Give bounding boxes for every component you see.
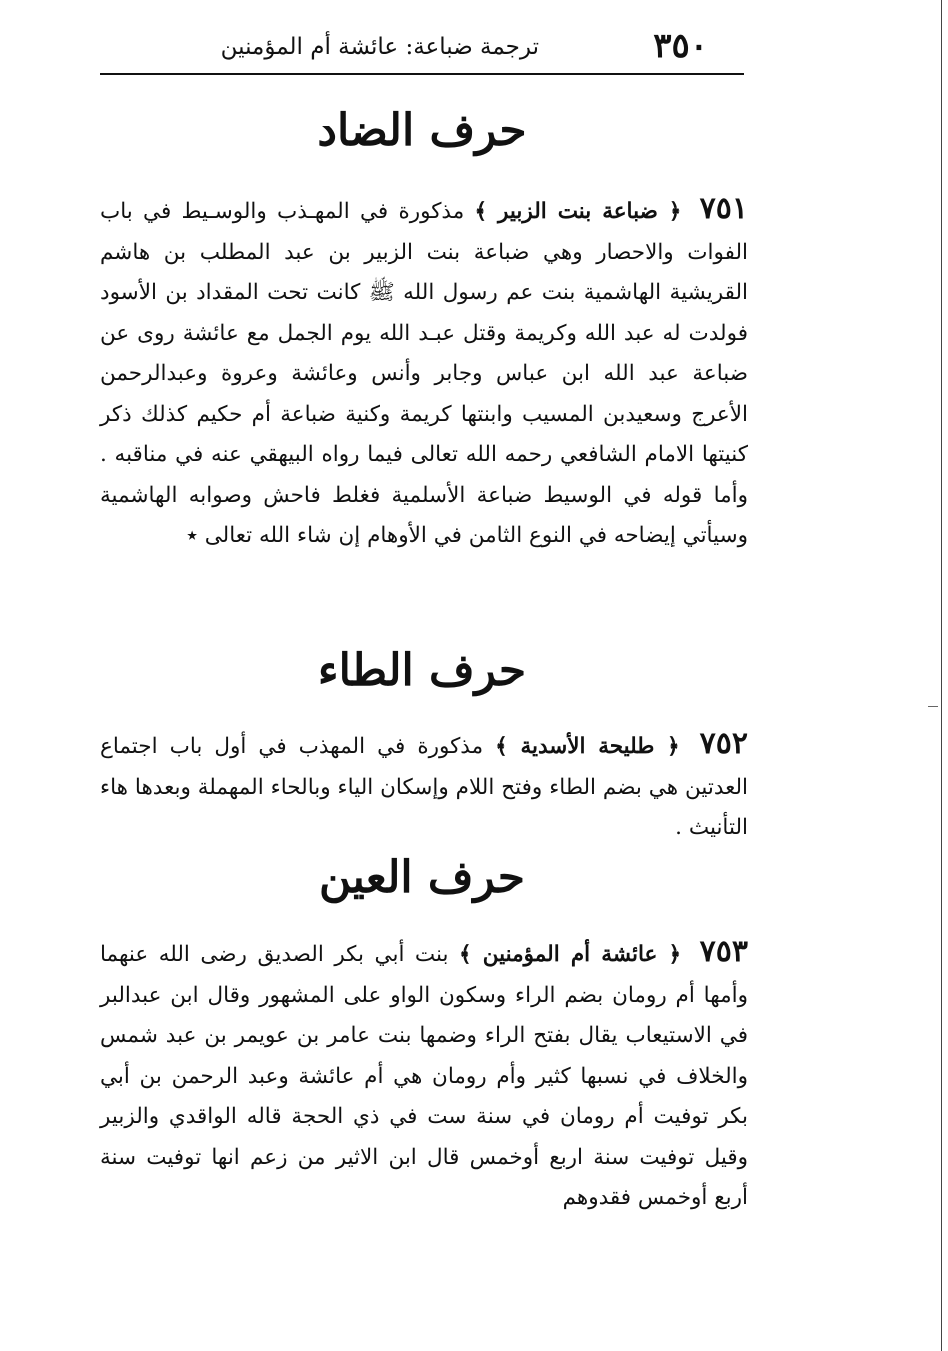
header-rule: [100, 73, 744, 75]
page-header: [100, 22, 744, 72]
entry-name: ﴿ عائشة أم المؤمنين ﴾: [459, 942, 682, 967]
margin-mark: [928, 706, 938, 708]
section-title-dad: حرف الضاد: [317, 105, 527, 156]
page-number: ٣٥٠: [653, 26, 708, 66]
entry-number: ٧٥٣: [699, 934, 748, 969]
entry-name: ﴿ طليحة الأسدية ﴾: [495, 734, 680, 759]
page-edge: [941, 0, 948, 1351]
entry-text: مذكورة في المهـذب والوسـيط في باب الفوات والاحصار وهي ضباعة بنت الزبير بن عبد المطلب بن هاشم القريشية الهاشمية بنت عم رسول الله ﷺ كانت تحت المقداد بن الأسود فولدت له عبد الله وكريمة وقتل عبـد الله يوم الجمل مع عائشة روى عن ضباعة عبد الله ابن عباس وجابر وأنس وعائشة وعروة وعبدالرحمن الأعرج وسعيدبن المسيب وابنتها كريمة وكنية ضباعة أم حكيم كذلك ذكر كنيتها الامام الشافعي رحمه الله تعالى فيما رواه البيهقي عنه في مناقبه . وأما قوله في الوسيط ضباعة الأسلمية فغلط فاحش وصوابه الهاشمية وسيأتي إيضاحه في النوع الثامن في الأوهام إن شاء الله تعالى ٭: [100, 199, 748, 548]
entry-text: مذكورة في المهذب في أول باب اجتماع العدتين هي بضم الطاء وفتح اللام وإسكان الياء وبالحاء المهملة وبعدها هاء التأنيث .: [100, 734, 748, 840]
section-title-ain: حرف العين: [318, 852, 526, 903]
entry-name: ﴿ ضباعة بنت الزبير ﴾: [474, 199, 682, 224]
running-title: ترجمة ضباعة: عائشة أم المؤمنين: [220, 34, 539, 60]
entry-text: بنت أبي بكر الصديق رضى الله عنهما وأمها أم رومان بضم الراء وسكون الواو على المشهور وقال ابن عبدالبر في الاستيعاب يقال بفتح الراء وضمها بنت عامر بن عويمر بن عبد شمس والخلاف في نسبها كثير وأم رومان هي أم عائشة وعبد الرحمن بن أبي بكر توفيت أم رومان في سنة ست في ذي الحجة قاله الواقدي والزبير وقيل توفيت سنة اربع أوخمس قال ابن الاثير من زعم انها توفيت سنة أربع أوخمس فقدوهم: [100, 942, 748, 1210]
entry-752: [100, 724, 748, 849]
entry-number: ٧٥١: [699, 191, 749, 226]
entry-number: ٧٥٢: [699, 726, 748, 761]
entry-751: [100, 189, 748, 557]
entry-753: [100, 932, 748, 1219]
section-title-ta: حرف الطاء: [317, 645, 527, 696]
